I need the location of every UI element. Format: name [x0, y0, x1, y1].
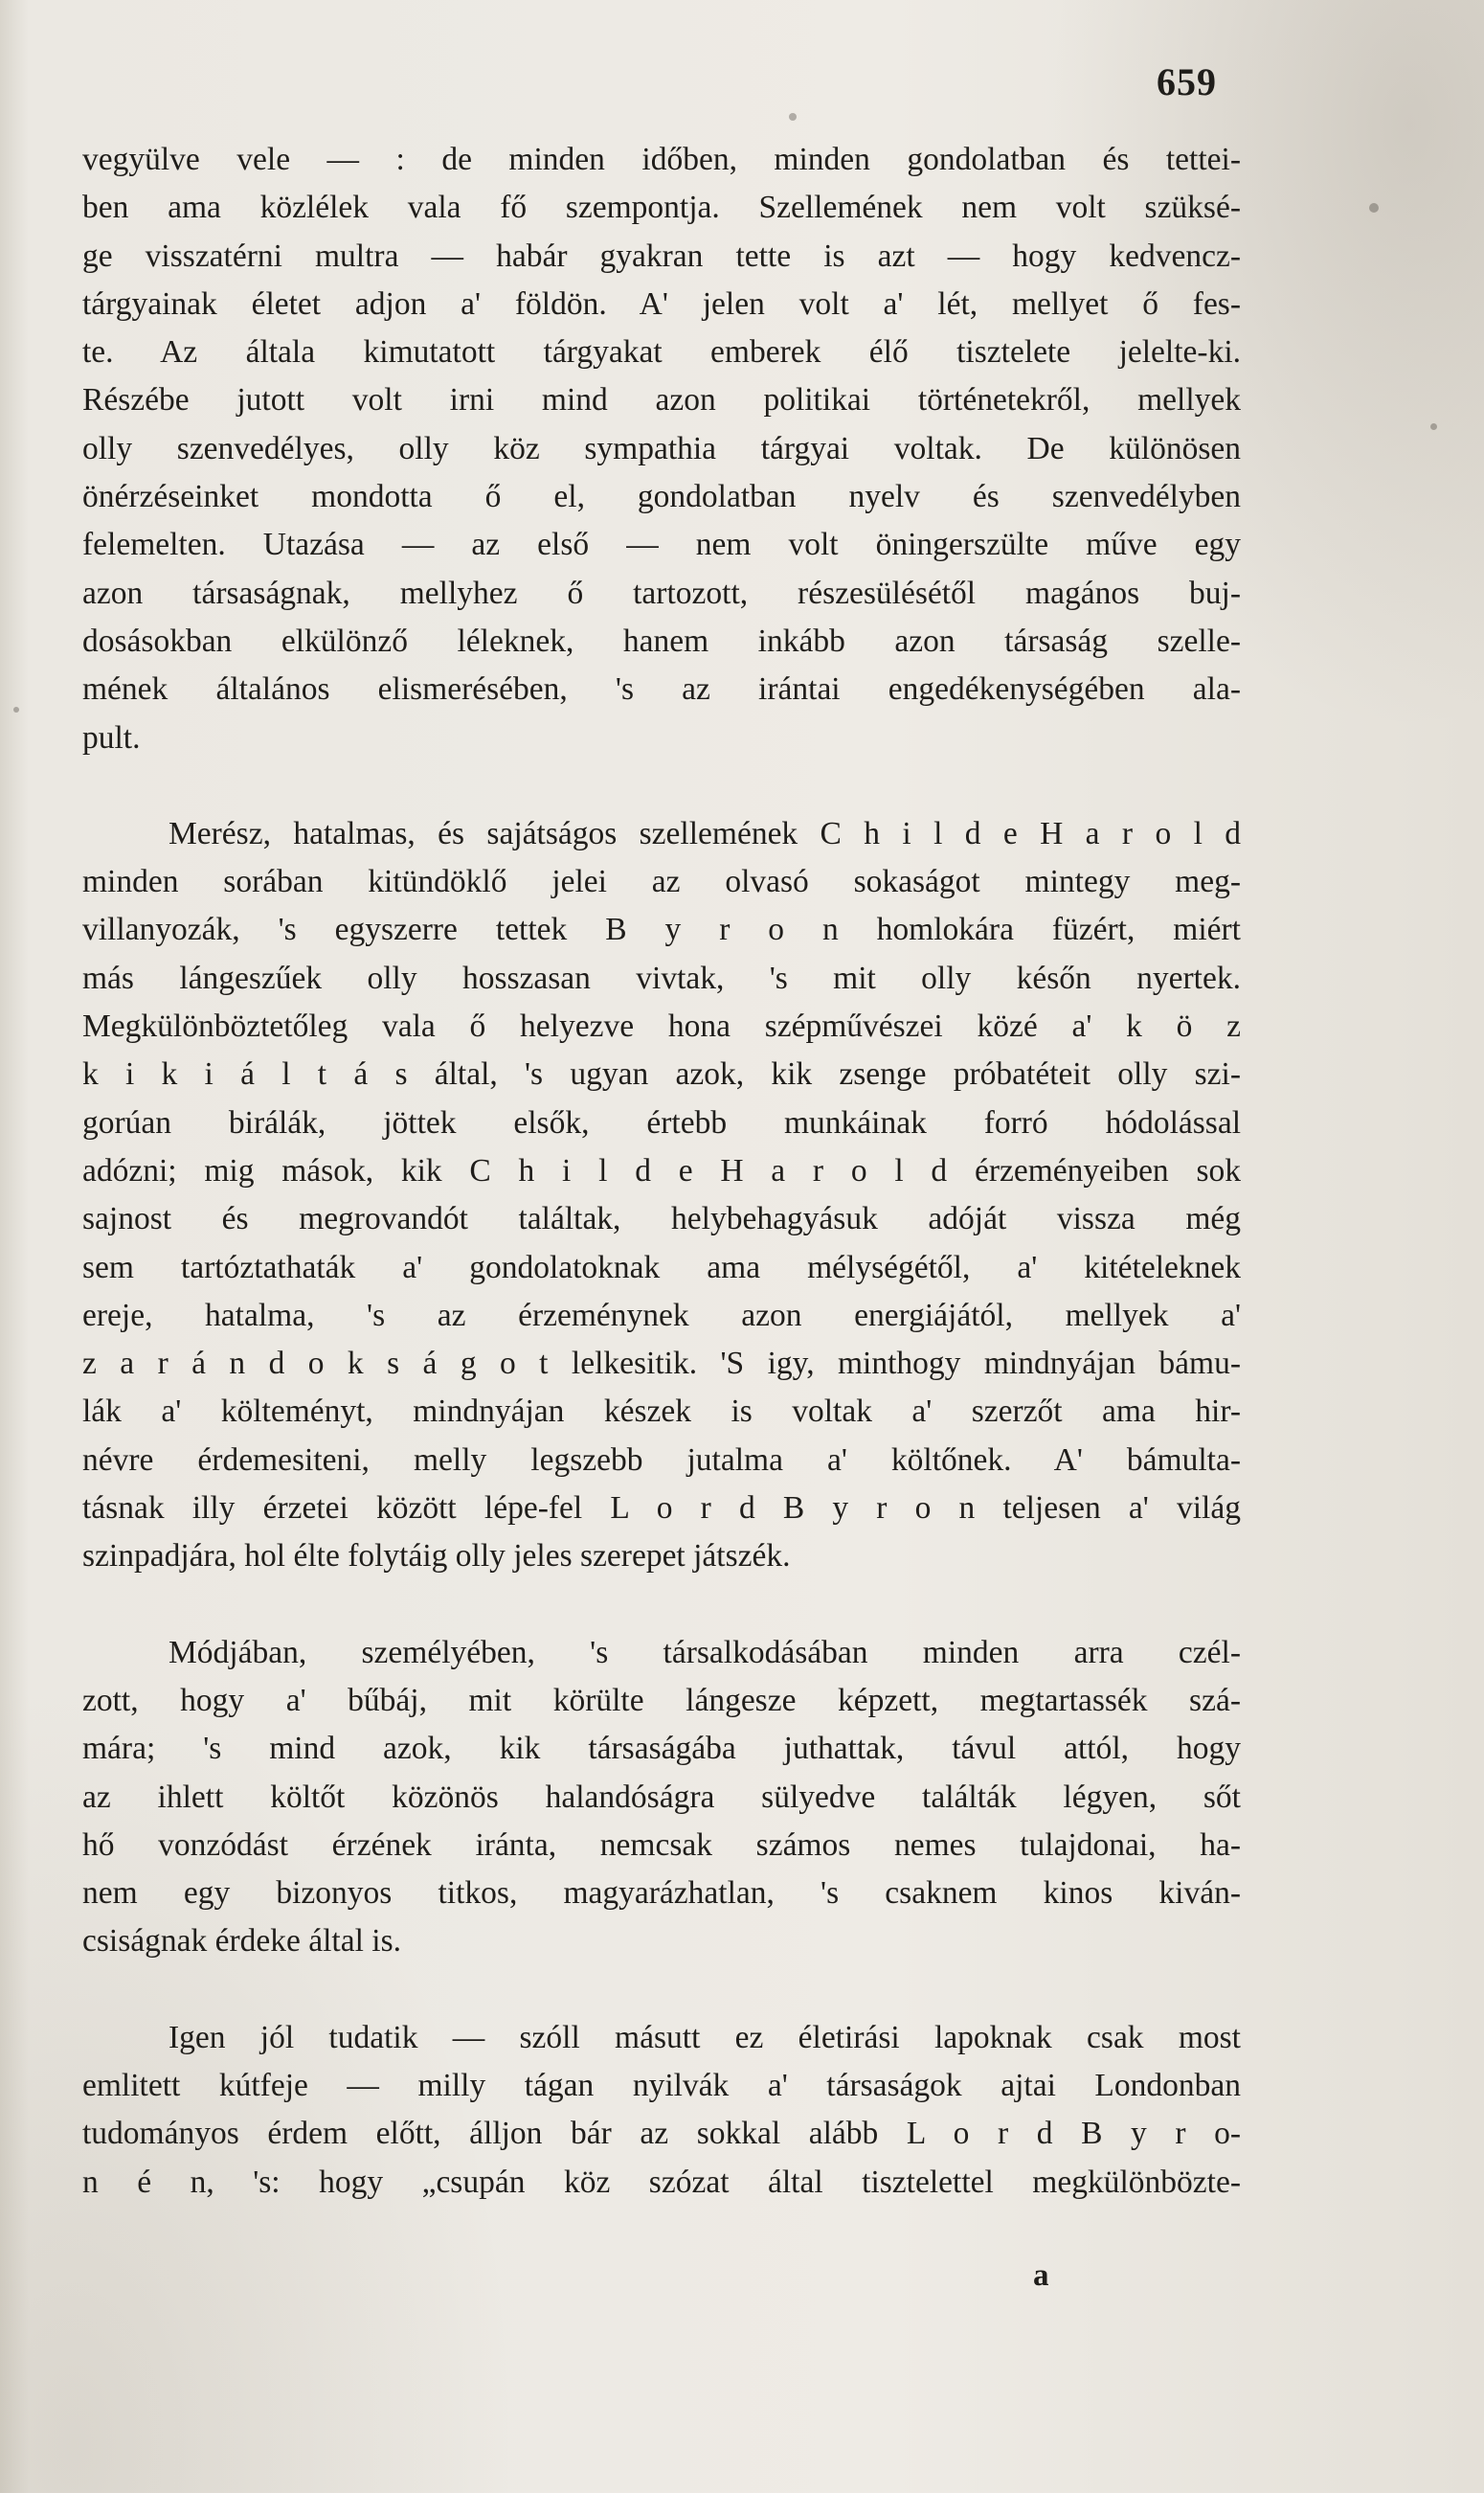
- text-line: nem egy bizonyos titkos, magyarázhatlan, 's csaknem kinos kiván-: [82, 1875, 1241, 1912]
- text-line: Részébe jutott volt irni mind azon politikai történetekről, mellyek: [82, 382, 1241, 419]
- paragraph-2: [82, 810, 1241, 1581]
- text-line: pult.: [82, 719, 141, 756]
- text-line: ereje, hatalma, 's az érzeménynek azon energiájától, mellyek a': [82, 1297, 1241, 1333]
- text-line: tárgyainak életet adjon a' földön. A' jelen volt a' lét, mellyet ő fes-: [82, 285, 1241, 322]
- paragraph-4: [82, 2014, 1241, 2207]
- paper-speck: [789, 113, 797, 121]
- text-line: ge visszatérni multra — habár gyakran tette is azt — hogy kedvencz-: [82, 238, 1241, 274]
- text-line: sem tartóztathaták a' gondolatoknak ama mélységétől, a' kitételeknek: [82, 1249, 1241, 1285]
- text-line: csiságnak érdeke által is.: [82, 1923, 402, 1960]
- text-line: hő vonzódást érzének iránta, nemcsak számos nemes tulajdonai, ha-: [82, 1826, 1241, 1863]
- text-line: az ihlett költőt közönös halandóságra sülyedve találták légyen, sőt: [82, 1779, 1241, 1815]
- text-line: szinpadjára, hol élte folytáig olly jeles szerepet játszék.: [82, 1538, 791, 1575]
- signature-mark: a: [1033, 2258, 1049, 2293]
- text-line: k i k i á l t á s által, 's ugyan azok, kik zsenge próbatéteit olly szi-: [82, 1056, 1241, 1093]
- text-line: ben ama közlélek vala fő szempontja. Szellemének nem volt szüksé-: [82, 190, 1241, 226]
- text-line: tásnak illy érzetei között lépe-fel L o r d B y r o n teljesen a' világ: [82, 1490, 1241, 1527]
- text-line: zott, hogy a' bűbáj, mit körülte lángesze képzett, megtartassék szá-: [82, 1682, 1241, 1718]
- text-line: Megkülönböztetőleg vala ő helyezve hona szépművészei közé a' k ö z: [82, 1009, 1241, 1045]
- text-line: felemelten. Utazása — az első — nem volt öningerszülte műve egy: [82, 527, 1241, 563]
- paper-speck: [1369, 203, 1379, 213]
- text-line: gorúan birálák, jöttek elsők, értebb munkáinak forró hódolással: [82, 1104, 1241, 1141]
- text-line: minden sorában kitündöklő jelei az olvasó sokaságot mintegy meg-: [82, 864, 1241, 900]
- text-line: dosásokban elkülönző léleknek, hanem inkább azon társaság szelle-: [82, 623, 1241, 659]
- text-line: adózni; mig mások, kik C h i l d e H a r o l d érzeményeiben sok: [82, 1152, 1241, 1189]
- paper-speck: [13, 707, 19, 713]
- text-line: önérzéseinket mondotta ő el, gondolatban nyelv és szenvedélyben: [82, 479, 1241, 515]
- text-line: mének általános elismerésében, 's az irántai engedékenységében ala-: [82, 671, 1241, 708]
- text-line: vegyülve vele — : de minden időben, minden gondolatban és tettei-: [82, 142, 1241, 177]
- body-text: [82, 136, 1241, 2207]
- text-line: lák a' költeményt, mindnyájan készek is voltak a' szerzőt ama hir-: [82, 1394, 1241, 1430]
- text-line: névre érdemesiteni, melly legszebb jutalma a' költőnek. A' bámulta-: [82, 1441, 1241, 1478]
- text-line: villanyozák, 's egyszerre tettek B y r o n homlokára füzért, miért: [82, 912, 1241, 948]
- text-line: Igen jól tudatik — szóll másutt ez életirási lapoknak csak most: [169, 2019, 1241, 2055]
- text-line: Merész, hatalmas, és sajátságos szellemének C h i l d e H a r o l d: [169, 815, 1241, 851]
- page-number: 659: [1157, 60, 1217, 103]
- text-line: sajnost és megrovandót találtak, helybehagyásuk adóját vissza még: [82, 1201, 1241, 1237]
- text-line: n é n, 's: hogy „csupán köz szózat által tisztelettel megkülönbözte-: [82, 2164, 1241, 2200]
- text-line: Módjában, személyében, 's társalkodásában minden arra czél-: [169, 1634, 1241, 1670]
- text-line: tudományos érdem előtt, álljon bár az sokkal alább L o r d B y r o-: [82, 2116, 1241, 2152]
- paragraph-3: [82, 1629, 1241, 1966]
- text-line: emlitett kútfeje — milly tágan nyilvák a' társaságok ajtai Londonban: [82, 2067, 1241, 2103]
- text-line: z a r á n d o k s á g o t lelkesitik. 'S igy, minthogy mindnyájan bámu-: [82, 1346, 1241, 1382]
- text-line: más lángeszűek olly hosszasan vivtak, 's mit olly későn nyertek.: [82, 960, 1241, 996]
- text-line: mára; 's mind azok, kik társaságába juthattak, távul attól, hogy: [82, 1731, 1241, 1767]
- text-line: olly szenvedélyes, olly köz sympathia tárgyai voltak. De különösen: [82, 430, 1241, 466]
- text-line: azon társaságnak, mellyhez ő tartozott, részesülésétől magános buj-: [82, 575, 1241, 611]
- paragraph-1: [82, 136, 1241, 762]
- text-line: te. Az általa kimutatott tárgyakat emberek élő tisztelete jelelte-ki.: [82, 334, 1241, 371]
- paper-speck: [1430, 423, 1437, 430]
